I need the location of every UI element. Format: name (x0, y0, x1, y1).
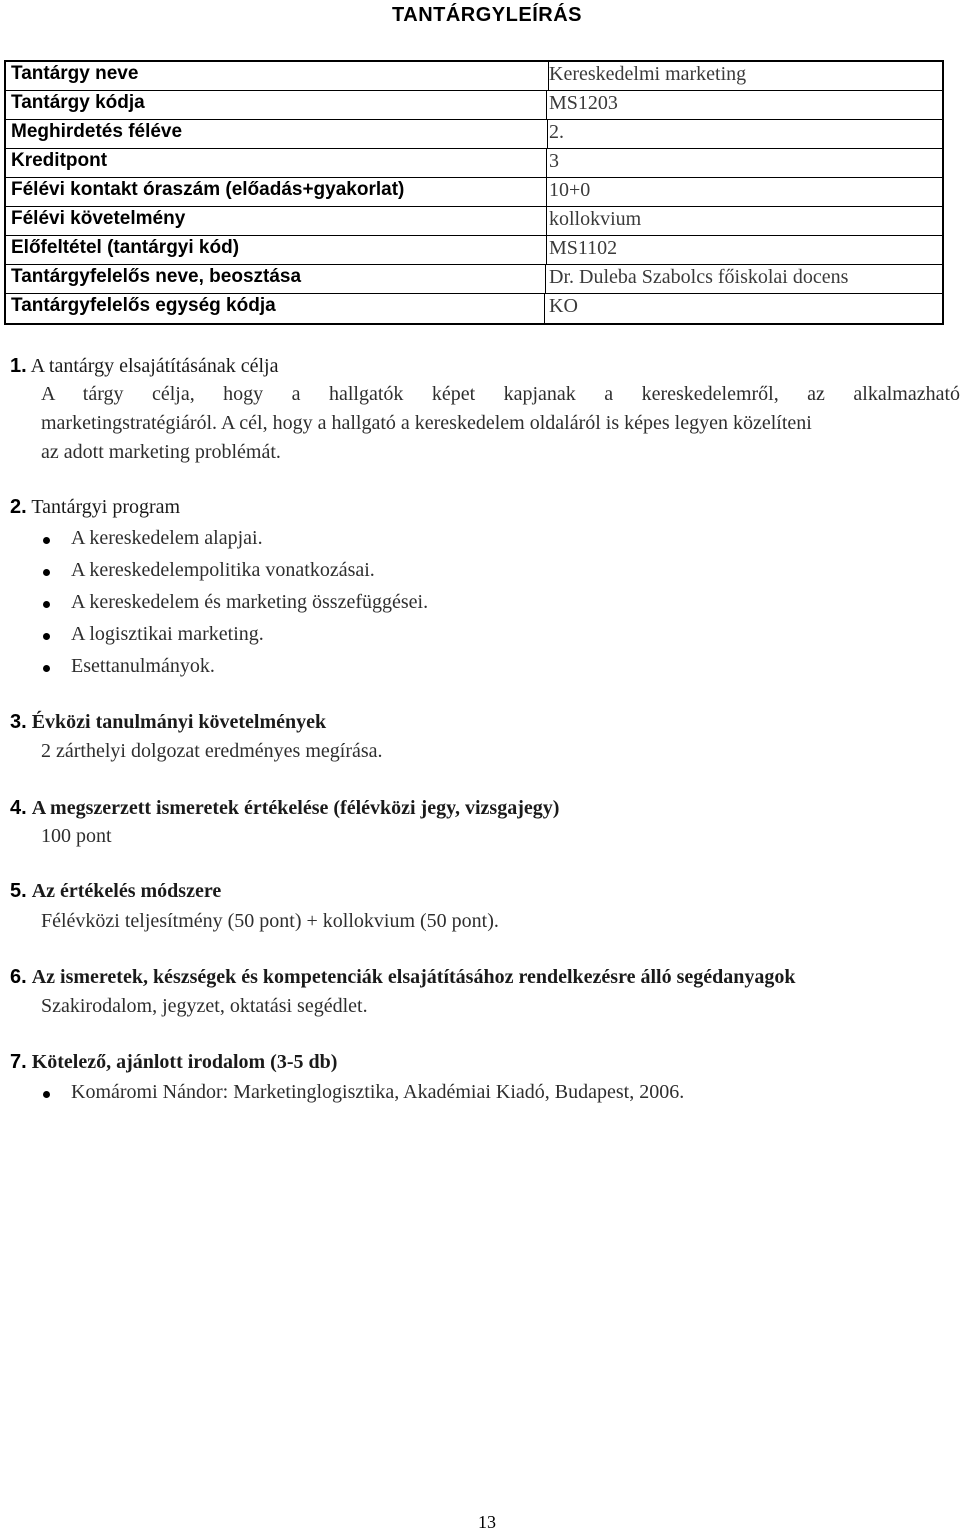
bullet-icon (43, 569, 50, 576)
row-value: Kereskedelmi marketing (549, 63, 747, 85)
method-text: Félévközi teljesítmény (50 pont) + kollokvium (50 pont). (41, 910, 499, 932)
section-title: Kötelező, ajánlott irodalom (3-5 db) (31, 1051, 338, 1073)
row-divider (6, 148, 942, 149)
row-label: Tantárgyfelelős egység kódja (11, 295, 276, 316)
list-item: A logisztikai marketing. (41, 623, 428, 655)
row-divider (6, 90, 942, 91)
section-heading-literature (10, 1051, 337, 1074)
column-divider (546, 148, 547, 236)
bullet-icon (43, 537, 50, 544)
bullet-icon (43, 665, 50, 672)
section-heading-evaluation (10, 797, 559, 820)
row-divider (6, 293, 942, 294)
column-divider (546, 90, 547, 119)
row-label: Előfeltétel (tantárgyi kód) (11, 237, 240, 258)
section-title: A tantárgy elsajátításának célja (30, 355, 279, 377)
section-heading-goal (10, 355, 278, 378)
section-heading-materials (10, 966, 795, 989)
section-title: Az ismeretek, készségek és kompetenciák elsajátításához rendelkezésre álló segédanyagok (31, 966, 796, 988)
list-item: A kereskedelempolitika vonatkozásai. (41, 559, 428, 591)
section-number: 1. (10, 355, 27, 377)
page-number: 13 (478, 1512, 496, 1532)
list-item: Esettanulmányok. (41, 655, 428, 687)
section-number: 6. (10, 966, 27, 988)
section-number: 2. (10, 496, 27, 518)
goal-line: az adott marketing problémát. (41, 441, 281, 463)
goal-line: marketingstratégiáról. A cél, hogy a hallgató a kereskedelem oldaláról is képes legyen közelíteni (41, 412, 812, 434)
row-divider (6, 177, 942, 178)
row-label: Félévi kontakt óraszám (előadás+gyakorlat) (11, 179, 405, 200)
section-number: 3. (10, 711, 27, 733)
list-item: A kereskedelem alapjai. (41, 527, 428, 559)
table-row (6, 120, 942, 149)
goal-line: A tárgy célja, hogy a hallgatók képet kapjanak a kereskedelemről, az alkalmazható (41, 383, 960, 405)
row-value: Dr. Duleba Szabolcs főiskolai docens (549, 266, 849, 288)
bullet-icon (43, 1091, 50, 1098)
literature-list (41, 1081, 684, 1113)
table-row (6, 178, 942, 207)
table-row (6, 149, 942, 178)
program-list (41, 527, 428, 687)
column-divider (544, 294, 545, 325)
row-divider (6, 235, 942, 236)
section-number: 5. (10, 880, 27, 902)
section-title: Évközi tanulmányi követelmények (31, 711, 327, 733)
row-divider (6, 264, 942, 265)
row-value: KO (549, 295, 578, 317)
materials-text: Szakirodalom, jegyzet, oktatási segédlet. (41, 995, 368, 1017)
row-value: 2. (549, 121, 564, 143)
evaluation-text: 100 pont (41, 825, 112, 847)
table-row (6, 236, 942, 265)
column-divider (546, 236, 547, 265)
row-label: Tantárgyfelelős neve, beosztása (11, 266, 302, 287)
section-number: 4. (10, 797, 27, 819)
list-item: Komáromi Nándor: Marketinglogisztika, Akadémiai Kiadó, Budapest, 2006. (41, 1081, 684, 1113)
column-divider (548, 62, 549, 90)
course-info-table (4, 60, 944, 325)
section-heading-method (10, 880, 221, 903)
document-title: TANTÁRGYLEÍRÁS (392, 4, 582, 26)
section-heading-requirements (10, 711, 326, 734)
row-label: Meghirdetés féléve (11, 121, 183, 142)
section-title: Tantárgyi program (31, 496, 181, 518)
row-value: MS1203 (549, 92, 618, 114)
bullet-icon (43, 601, 50, 608)
row-label: Tantárgy neve (11, 63, 139, 84)
row-label: Félévi követelmény (11, 208, 186, 229)
list-item: A kereskedelem és marketing összefüggései. (41, 591, 428, 623)
requirements-text: 2 zárthelyi dolgozat eredményes megírása. (41, 740, 383, 762)
section-number: 7. (10, 1051, 27, 1073)
column-divider (545, 265, 546, 294)
column-divider (547, 119, 548, 148)
row-value: kollokvium (549, 208, 642, 230)
section-title: Az értékelés módszere (31, 880, 222, 902)
section-heading-program (10, 496, 180, 519)
row-label: Kreditpont (11, 150, 108, 171)
row-value: 10+0 (549, 179, 591, 201)
table-row (6, 91, 942, 120)
bullet-icon (43, 633, 50, 640)
row-value: MS1102 (549, 237, 618, 259)
table-row (6, 62, 942, 91)
table-row (6, 265, 942, 294)
section-title: A megszerzett ismeretek értékelése (félévközi jegy, vizsgajegy) (31, 797, 560, 819)
row-label: Tantárgy kódja (11, 92, 145, 113)
table-row (6, 207, 942, 236)
table-row (6, 294, 942, 323)
row-value: 3 (549, 150, 559, 172)
row-divider (6, 119, 942, 120)
row-divider (6, 206, 942, 207)
